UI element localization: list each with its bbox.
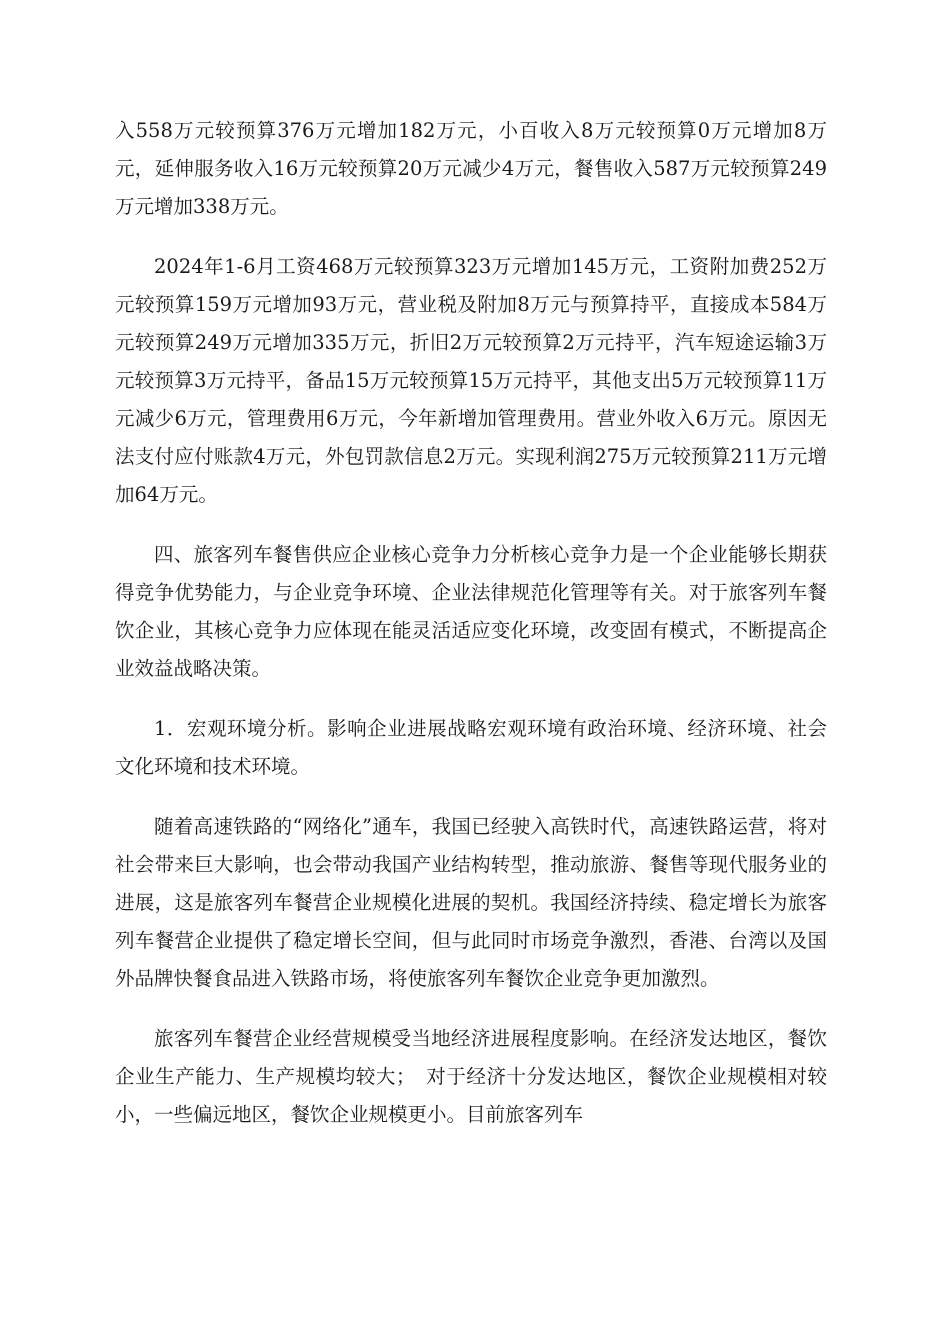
document-body xyxy=(115,112,827,1156)
paragraph-macro-environment: 1．宏观环境分析。影响企业进展战略宏观环境有政治环境、经济环境、社会文化环境和技术环境。 xyxy=(115,717,827,778)
paragraph-revenue-continued: 入558万元较预算376万元增加182万元，小百收入8万元较预算0万元增加8万元，延伸服务收入16万元较预算20万元减少4万元，餐售收入587万元较预算249万元增加338万元。 xyxy=(115,119,827,218)
paragraph-regional-scale: 旅客列车餐营企业经营规模受当地经济进展程度影响。在经济发达地区，餐饮企业生产能力、生产规模均较大； 对于经济十分发达地区，餐饮企业规模相对较小，一些偏远地区，餐饮企业规模更小。目前旅客列车 xyxy=(115,1027,827,1126)
paragraph-high-speed-rail: 随着高速铁路的“网络化”通车，我国已经驶入高铁时代，高速铁路运营，将对社会带来巨大影响，也会带动我国产业结构转型，推动旅游、餐售等现代服务业的进展，这是旅客列车餐营企业规模化进展的契机。我国经济持续、稳定增长为旅客列车餐营企业提供了稳定增长空间，但与此同时市场竞争激烈，香港、台湾以及国外品牌快餐食品进入铁路市场，将使旅客列车餐饮企业竞争更加激烈。 xyxy=(115,815,827,990)
paragraph-core-competitiveness: 四、旅客列车餐售供应企业核心竞争力分析核心竞争力是一个企业能够长期获得竞争优势能力，与企业竞争环境、企业法律规范化管理等有关。对于旅客列车餐饮企业，其核心竞争力应体现在能灵活适应变化环境，改变固有模式，不断提高企业效益战略决策。 xyxy=(115,543,827,680)
paragraph-costs-2024: 2024年1-6月工资468万元较预算323万元增加145万元，工资附加费252万元较预算159万元增加93万元，营业税及附加8万元与预算持平，直接成本584万元较预算249万元增加335万元，折旧2万元较预算2万元持平，汽车短途运输3万元较预算3万元持平，备品15万元较预算15万元持平，其他支出5万元较预算11万元减少6万元，管理费用6万元，今年新增加管理费用。营业外收入6万元。原因无法支付应付账款4万元，外包罚款信息2万元。实现利润275万元较预算211万元增加64万元。 xyxy=(115,255,827,506)
